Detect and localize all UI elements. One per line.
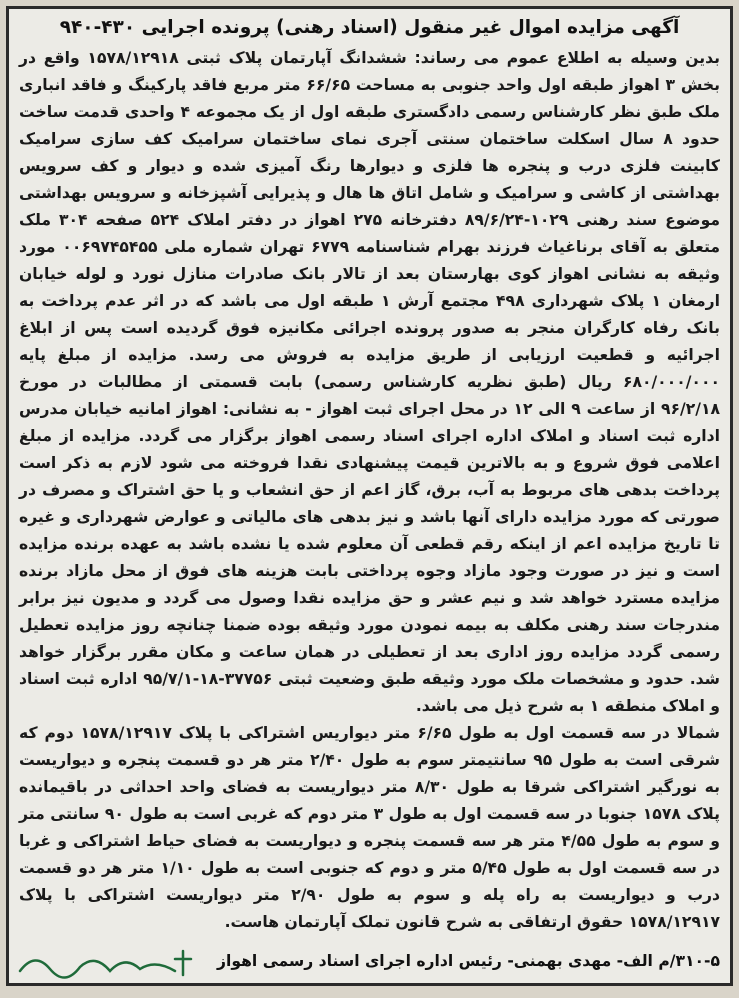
notice-signature: ۳۱۰-۵/م الف- مهدی بهمنی- رئیس اداره اجرای اسناد رسمی اهواز — [217, 952, 720, 970]
notice-body — [19, 45, 720, 936]
notice-title: آگهی مزایده اموال غیر منقول (اسناد رهنی) پرونده اجرایی ۴۳۰-۹۴۰ — [59, 17, 680, 38]
notice-clipping — [6, 6, 733, 986]
handwritten-mark — [15, 941, 215, 981]
notice-paragraph-boundaries: شمالا در سه قسمت اول به طول ۶/۶۵ متر دیواریس اشتراکی با پلاک ۱۵۷۸/۱۲۹۱۷ دوم که شرقی است به طول ۹۵ سانتیمتر سوم به طول ۲/۴۰ متر هر دو قسمت پنجره و دیواریست به نورگیر اشتراکی شرقا به طول ۸/۳۰ متر دیواریست به فضای واحد احداثی در باقیمانده پلاک ۱۵۷۸ جنوبا در سه قسمت اول به طول ۳ متر دوم که غربی است به طول ۹۰ سانتی متر و سوم به طول ۴/۵۵ متر هر سه قسمت پنجره و دیواریست به فضای حیاط اشتراکی و غربا در سه قسمت اول به طول ۵/۴۵ متر و دوم که جنوبی است به طول ۱/۱۰ متر هر دو قسمت درب و دیواریست به راه پله و سوم به طول ۲/۹۰ متر دیواریست اشتراکی با پلاک ۱۵۷۸/۱۲۹۱۷ حقوق ارتفاقی به شرح قانون تملک آپارتمان هاست. — [19, 724, 721, 931]
notice-paragraph-main: بدین وسیله به اطلاع عموم می رساند: ششدانگ آپارتمان پلاک ثبتی ۱۵۷۸/۱۲۹۱۸ واقع در بخش ۳ اهواز طبقه اول واحد جنوبی به مساحت ۶۶/۶۵ متر مربع فاقد پارکینگ و فاقد انباری ملک طبق نظر کارشناس رسمی دادگستری طبقه اول از یک مجموعه ۴ واحدی قدمت ساخت حدود ۸ سال اسکلت ساختمان سنتی آجری نمای ساختمان سرامیک کف سازی سرامیک کابینت فلزی درب و پنجره ها فلزی و دیوارها رنگ آمیزی شده و دیوار و کف سرویس بهداشتی از کاشی و سرامیک و شامل اتاق ها هال و پذیرایی آشپزخانه و سرویس بهداشتی موضوع سند رهنی ۱۰۲۹-۸۹/۶/۲۴ دفترخانه ۲۷۵ اهواز در دفتر املاک ۵۲۴ صفحه ۳۰۴ ملک متعلق به آقای برناغیاث فرزند بهرام شناسنامه ۶۷۷۹ تهران شماره ملی ۰۰۶۹۷۴۵۴۵۵ مورد وثیقه به نشانی اهواز کوی بهارستان بعد از تالار بانک صادرات منازل نورد و لوله خیابان ارمغان ۱ پلاک شهرداری ۴۹۸ مجتمع آرش ۱ طبقه اول می باشد که در اثر عدم پرداخت به بانک رفاه کارگران منجر به صدور پرونده اجرائی مکانیزه فوق گردیده است پس از ابلاغ اجرائیه و قطعیت ارزیابی از طریق مزایده به فروش می رسد. مزایده از مبلغ پایه ۶۸۰/۰۰۰/۰۰۰ ریال (طبق نظریه کارشناس رسمی) بابت قسمتی از مطالبات در مورخ ۹۶/۲/۱۸ از ساعت ۹ الی ۱۲ در محل اجرای ثبت اهواز - به نشانی: اهواز امانیه خیابان مدرس اداره ثبت اسناد و املاک اداره اجرای اسناد رسمی اهواز برگزار می گردد. مزایده از مبلغ اعلامی فوق شروع و به بالاترین قیمت پیشنهادی نقدا فروخته می شود لازم به ذکر است پرداخت بدهی های مربوط به آب، برق، گاز اعم از حق انشعاب و یا حق اشتراک و مصرف در صورتی که مورد مزایده دارای آنها باشد و نیز بدهی های مالیاتی و عوارض شهرداری و غیره تا تاریخ مزایده اعم از اینکه رقم قطعی آن معلوم شده یا نشده باشد به عهده برنده مزایده است و نیز در صورت وجود مازاد وجوه پرداختی بابت هزینه های فوق از محل مازاد برنده مزایده مسترد خواهد شد و نیم عشر و حق مزایده نقدا وصول می گردد و مدیون نیز برابر مندرجات سند رهنی مکلف به بیمه نمودن مورد وثیقه بوده ضمنا چنانچه روز مزایده تعطیل رسمی گردد مزایده روز اداری بعد از تعطیلی در همان ساعت و مکان مقرر برگزار خواهد شد. حدود و مشخصات ملک مورد وثیقه طبق وضعیت ثبتی ۳۷۷۵۶-۱۸-۹۵/۷/۱ اداره ثبت اسناد و املاک منطقه ۱ به شرح ذیل می باشد. — [19, 49, 721, 715]
